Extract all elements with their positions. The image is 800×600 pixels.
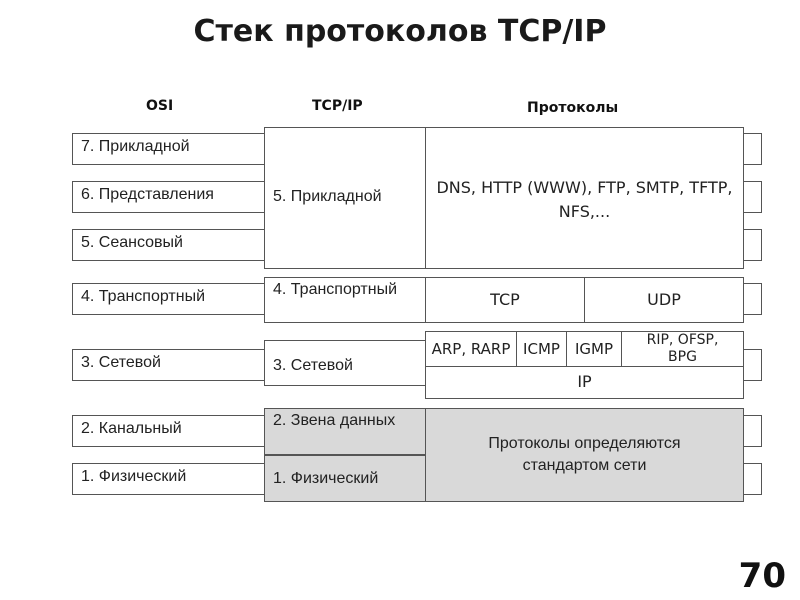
tcpip-header: TCP/IP (312, 98, 363, 114)
igmp-protocol: IGMP (566, 331, 622, 367)
osi-layer-3: 3. Сетевой (72, 349, 268, 381)
arp-rarp-protocol: ARP, RARP (425, 331, 517, 367)
network-standard-protocols: Протоколы определяются стандартом сети (425, 408, 744, 502)
tcpip-application-layer: 5. Прикладной (264, 127, 426, 269)
udp-protocol: UDP (584, 277, 744, 323)
osi-layer-7: 7. Прикладной (72, 133, 268, 165)
rip-ofsp-bpg-protocol: RIP, OFSP, BPG (621, 331, 744, 367)
osi-header: OSI (146, 98, 174, 114)
osi-layer-4: 4. Транспортный (72, 283, 268, 315)
application-protocols: DNS, HTTP (WWW), FTP, SMTP, TFTP, NFS,... (425, 127, 744, 269)
tcpip-physical-layer: 1. Физический (264, 455, 426, 502)
icmp-protocol: ICMP (516, 331, 567, 367)
osi-layer-2: 2. Канальный (72, 415, 268, 447)
page-number: 70 (738, 556, 786, 596)
osi-layer-6: 6. Представления (72, 181, 268, 213)
tcpip-datalink-layer: 2. Звена данных (264, 408, 426, 455)
ip-protocol: IP (425, 366, 744, 399)
page-title: Стек протоколов TCP/IP (193, 14, 607, 49)
osi-layer-1: 1. Физический (72, 463, 268, 495)
protocols-header: Протоколы (527, 100, 619, 116)
tcp-protocol: TCP (425, 277, 585, 323)
osi-layer-5: 5. Сеансовый (72, 229, 268, 261)
tcpip-transport-layer: 4. Транспортный (264, 277, 426, 323)
tcpip-network-layer: 3. Сетевой (264, 340, 426, 386)
